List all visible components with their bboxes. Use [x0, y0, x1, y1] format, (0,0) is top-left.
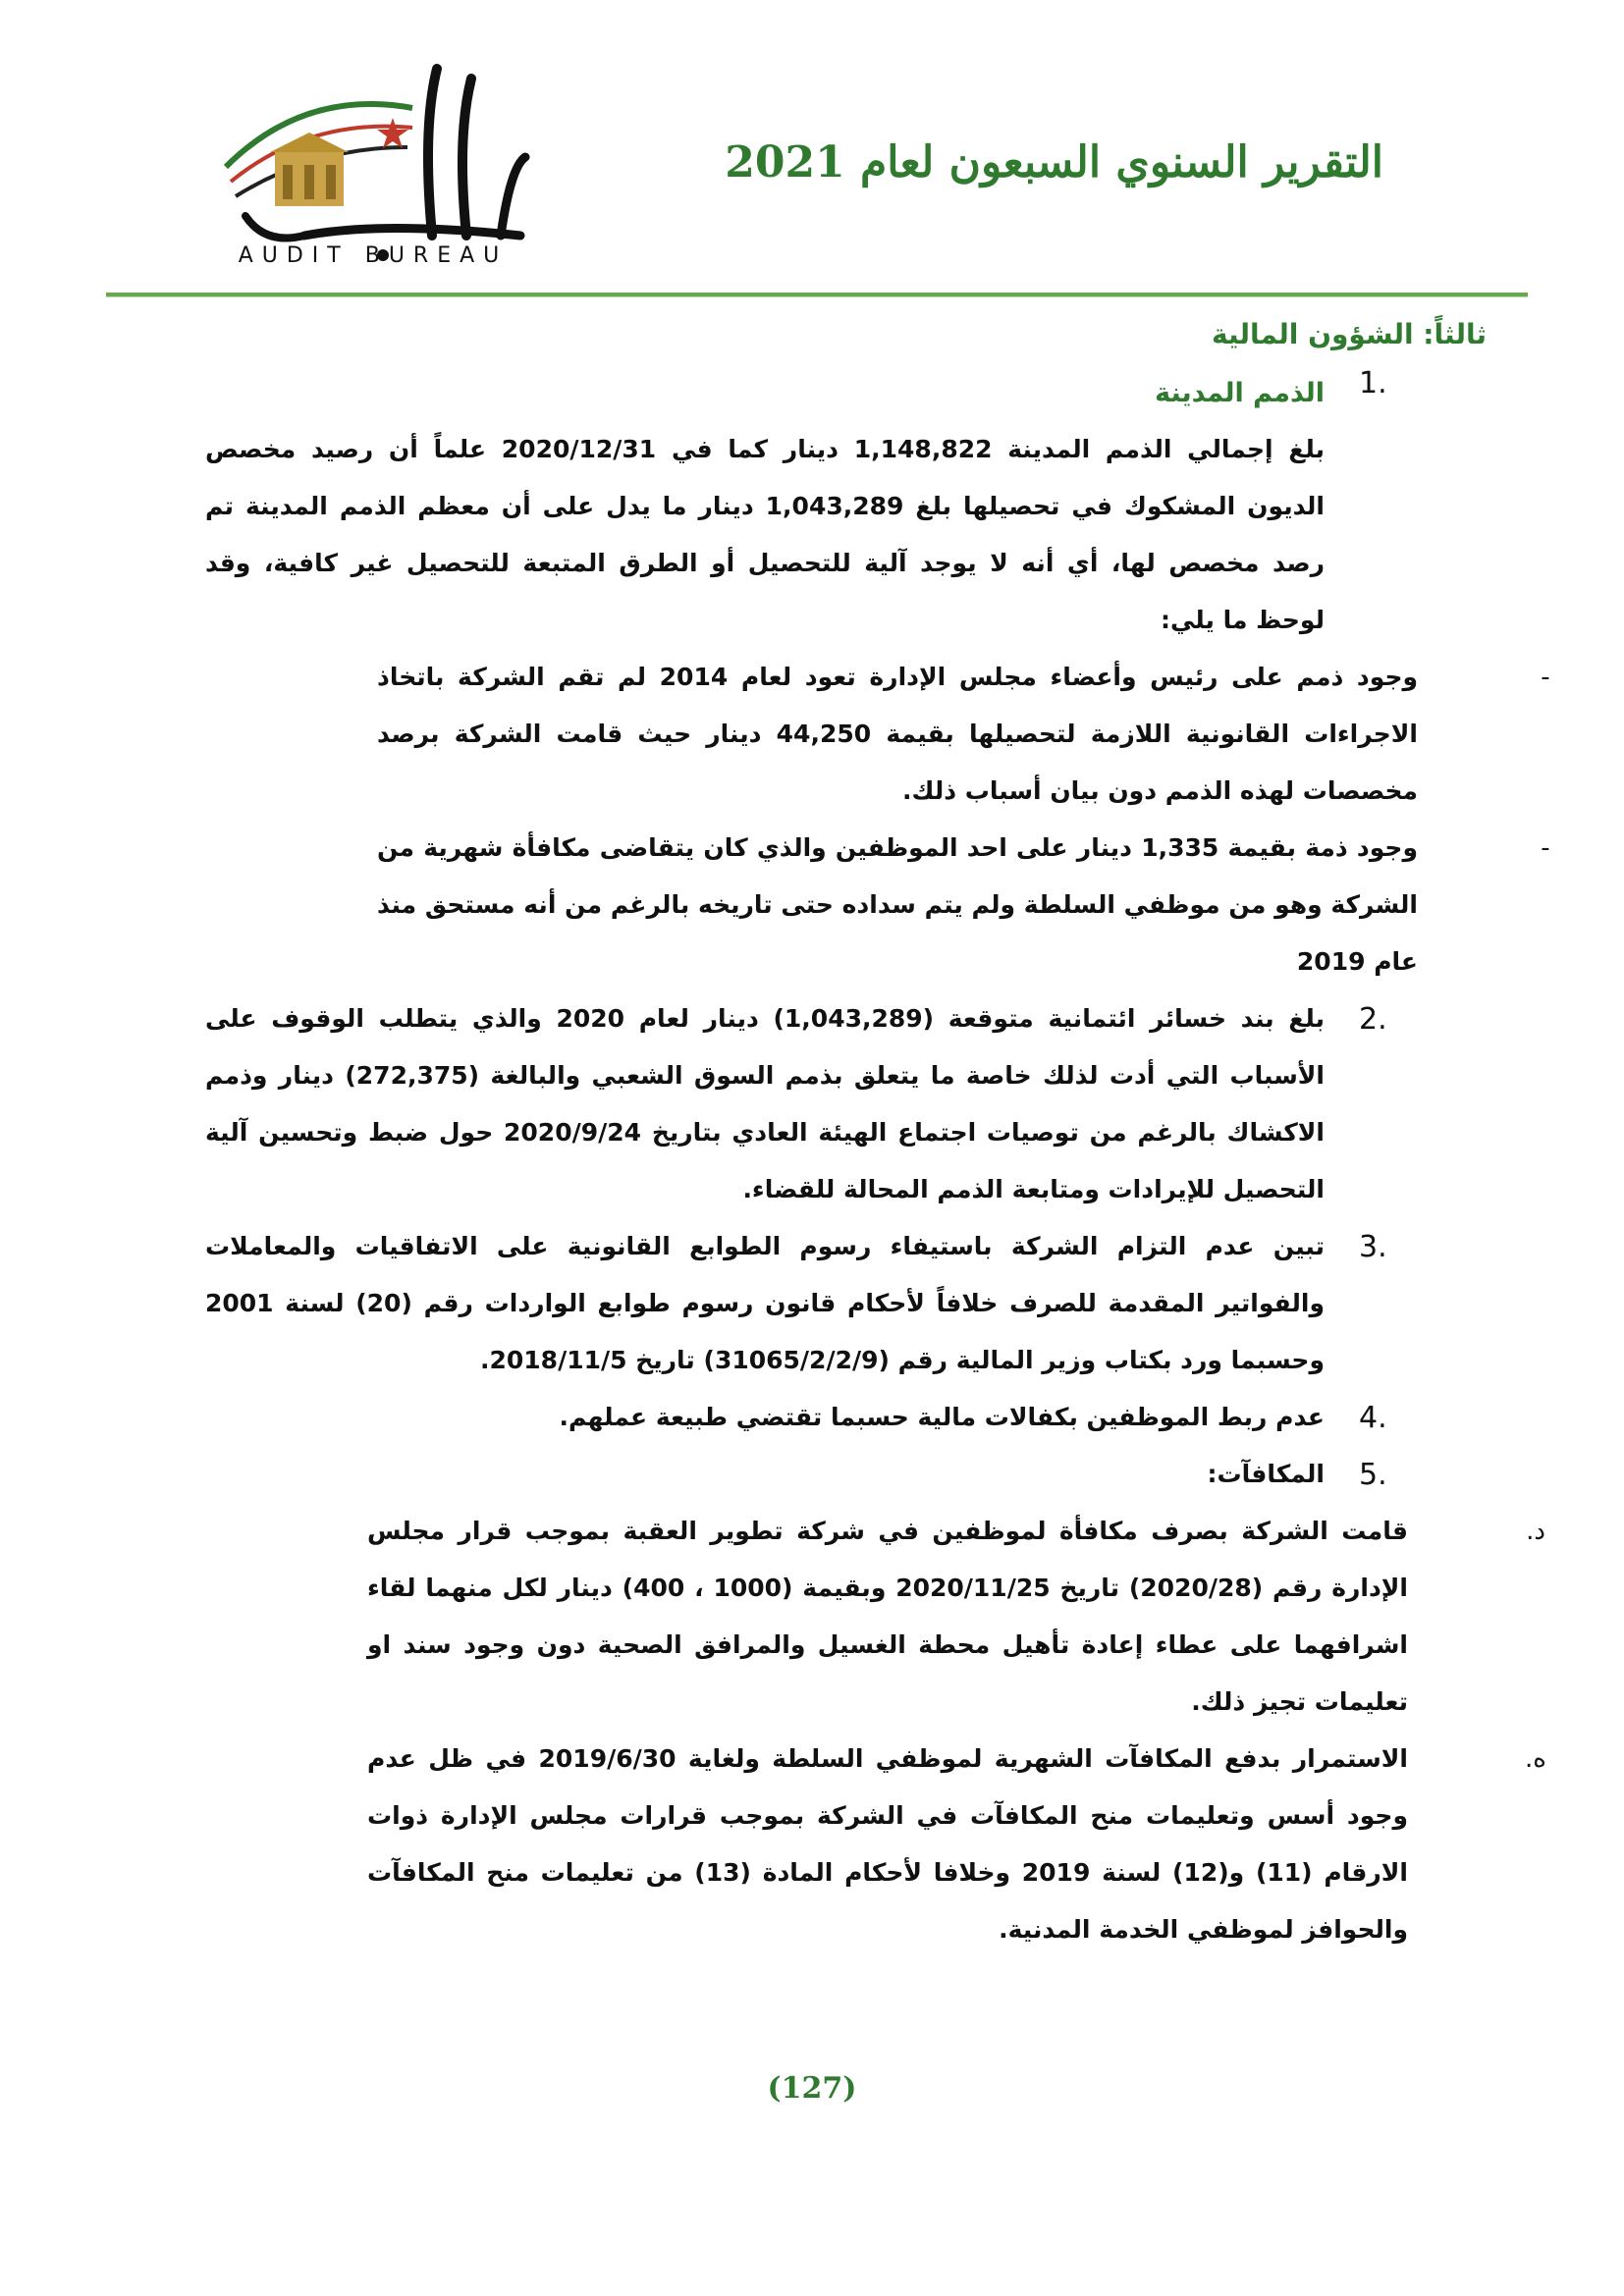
- sub-item-marker: ه.: [1525, 1744, 1546, 1774]
- item-text: بلغ بند خسائر ائتمانية متوقعة (1,043,289) دينار لعام 2020 والذي يتطلب الوقوف على الأسباب التي أدت لذلك خاصة ما يتعلق بذمم السوق الشعبي والبالغة (272,375) دينار وذمم الاكشاك بالرغم من توصيات اجتماع الهيئة العادي بتاريخ 2020/9/24 حول ضبط وتحسين آلية التحصيل للإيرادات ومتابعة الذمم المحالة للقضاء.: [205, 1004, 1326, 1203]
- list-item-4: [205, 1389, 1487, 1446]
- item-number: 3.: [1359, 1230, 1387, 1264]
- item-text: بلغ إجمالي الذمم المدينة 1,148,822 دينار كما في 2020/12/31 علماً أن رصيد مخصص الديون المشكوك في تحصيلها بلغ 1,043,289 دينار ما يدل على أن معظم الذمم المدينة تم رصد مخصص لها، أي أنه لا يوجد آلية للتحصيل أو الطرق المتبعة للتحصيل غير كافية، وقد لوحظ ما يلي:: [205, 435, 1325, 634]
- bullet-item: [377, 649, 1550, 820]
- list-item-1: [205, 366, 1487, 649]
- sub-item-text: قامت الشركة بصرف مكافأة لموظفين في شركة تطوير العقبة بموجب قرار مجلس الإدارة رقم (2020/28) تاريخ 2020/11/25 وبقيمة (1000 ، 400) دينار لكل منهما لقاء اشرافهما على عطاء إعادة تأهيل محطة الغسيل والمرافق الصحية دون وجود سند او تعليمات تجيز ذلك.: [367, 1517, 1408, 1716]
- sub-item-text: الاستمرار بدفع المكافآت الشهرية لموظفي السلطة ولغاية 2019/6/30 في ظل عدم وجود أسس وتعليمات منح المكافآت في الشركة بموجب قرارات مجلس الإدارة ذوات الارقام (11) و(12) لسنة 2019 وخلافا لأحكام المادة (13) من تعليمات منح المكافآت والحوافز لموظفي الخدمة المدنية.: [367, 1744, 1408, 1944]
- bullet-text: وجود ذمم على رئيس وأعضاء مجلس الإدارة تعود لعام 2014 لم تقم الشركة باتخاذ الاجراءات القانونية اللازمة لتحصيلها بقيمة 44,250 دينار حيث قامت الشركة برصد مخصصات لهذه الذمم دون بيان أسباب ذلك.: [377, 663, 1418, 805]
- sub-item: [367, 1503, 1545, 1731]
- sub-item-marker: د.: [1526, 1517, 1545, 1546]
- page-header: [0, 29, 1624, 294]
- item-text: المكافآت:: [1207, 1460, 1325, 1488]
- item-number: 2.: [1359, 1002, 1387, 1037]
- logo-caption: AUDIT BUREAU: [238, 243, 509, 268]
- list-item-5: [205, 1446, 1487, 1503]
- item-heading: الذمم المدينة: [1155, 378, 1325, 408]
- bullet-item: [377, 820, 1550, 990]
- page-number: (127): [767, 2071, 857, 2106]
- bullet-text: وجود ذمة بقيمة 1,335 دينار على احد الموظفين والذي كان يتقاضى مكافأة شهرية من الشركة وهو من موظفي السلطة ولم يتم سداده حتى تاريخه بالرغم من أنه مستحق منذ عام 2019: [377, 833, 1418, 976]
- bullet-dash: -: [1541, 663, 1550, 692]
- header-divider: [106, 293, 1528, 297]
- item-number: 5.: [1359, 1458, 1387, 1492]
- report-title: التقرير السنوي السبعون لعام 2021: [725, 137, 1383, 187]
- sub-item: [367, 1731, 1546, 1958]
- item-number: 4.: [1359, 1401, 1387, 1435]
- item-text: عدم ربط الموظفين بكفالات مالية حسبما تقتضي طبيعة عملهم.: [559, 1403, 1325, 1431]
- list-item-2: [205, 990, 1487, 1218]
- item-number: 1.: [1359, 366, 1387, 400]
- bullet-dash: -: [1541, 833, 1550, 863]
- list-item-3: [205, 1218, 1487, 1389]
- section-title: ثالثاً: الشؤون المالية: [1212, 318, 1487, 350]
- document-body: [112, 304, 1550, 1958]
- item-text: تبين عدم التزام الشركة باستيفاء رسوم الطوابع القانونية على الاتفاقيات والمعاملات والفواتير المقدمة للصرف خلافاً لأحكام قانون رسوم طوابع الواردات رقم (20) لسنة 2001 وحسبما ورد بكتاب وزير المالية رقم (31065/2/2/9) تاريخ 2018/11/5.: [205, 1232, 1325, 1374]
